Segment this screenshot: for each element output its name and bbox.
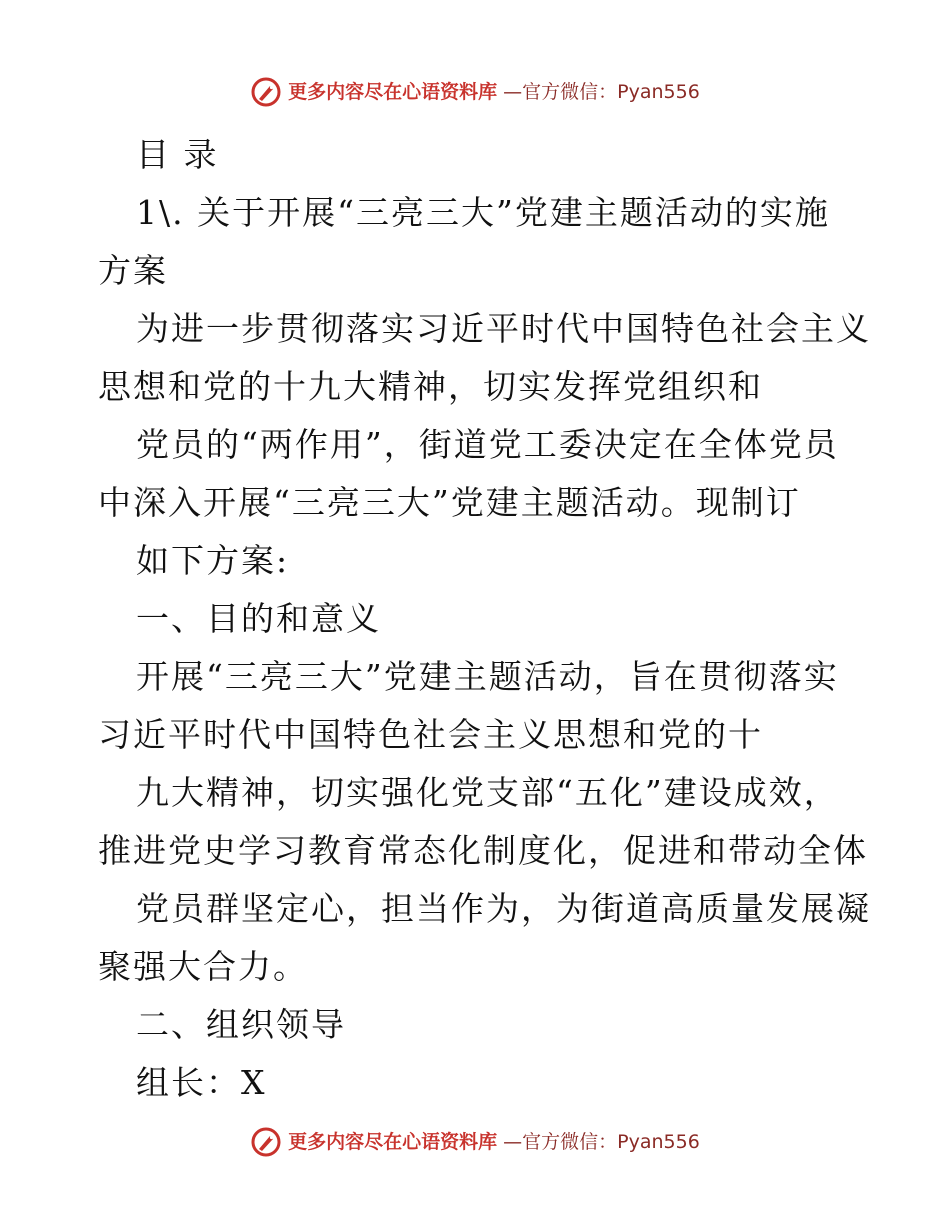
paragraph-line: 推进党史学习教育常态化制度化，促进和带动全体 — [98, 831, 868, 870]
group-leader-line: 组长：X — [136, 1063, 267, 1102]
paragraph-line: 聚强大合力。 — [98, 947, 308, 986]
header-watermark — [0, 76, 950, 108]
footer-watermark — [0, 1126, 950, 1158]
document-body — [98, 126, 871, 1112]
paragraph-line: 为进一步贯彻落实习近平时代中国特色社会主义 — [136, 309, 871, 348]
pen-nib-seal-icon — [250, 1126, 282, 1158]
paragraph-line: 如下方案: — [136, 541, 290, 580]
section-heading-organization: 二、组织领导 — [136, 1005, 346, 1044]
toc-heading: 目 录 — [136, 135, 219, 174]
paragraph-line: 九大精神，切实强化党支部“五化”建设成效， — [136, 773, 839, 812]
pen-nib-seal-icon — [250, 76, 282, 108]
toc-item-title-line-2: 方案 — [98, 251, 168, 290]
watermark-contact-text: —官方微信：Pyan556 — [503, 81, 700, 103]
watermark-brand-text: 更多内容尽在心语资料库 — [288, 1131, 498, 1153]
section-heading-purpose: 一、目的和意义 — [136, 599, 381, 638]
paragraph-line: 党员群坚定心，担当作为，为街道高质量发展凝 — [136, 889, 871, 928]
toc-item-title-line-1: 1\. 关于开展“三亮三大”党建主题活动的实施 — [136, 193, 830, 232]
paragraph-line: 中深入开展“三亮三大”党建主题活动。现制订 — [98, 483, 801, 522]
paragraph-line: 开展“三亮三大”党建主题活动，旨在贯彻落实 — [136, 657, 839, 696]
paragraph-line: 思想和党的十九大精神，切实发挥党组织和 — [98, 367, 763, 406]
watermark-contact-text: —官方微信：Pyan556 — [503, 1131, 700, 1153]
watermark-brand-text: 更多内容尽在心语资料库 — [288, 81, 498, 103]
paragraph-line: 党员的“两作用”，街道党工委决定在全体党员 — [136, 425, 839, 464]
paragraph-line: 习近平时代中国特色社会主义思想和党的十 — [98, 715, 763, 754]
